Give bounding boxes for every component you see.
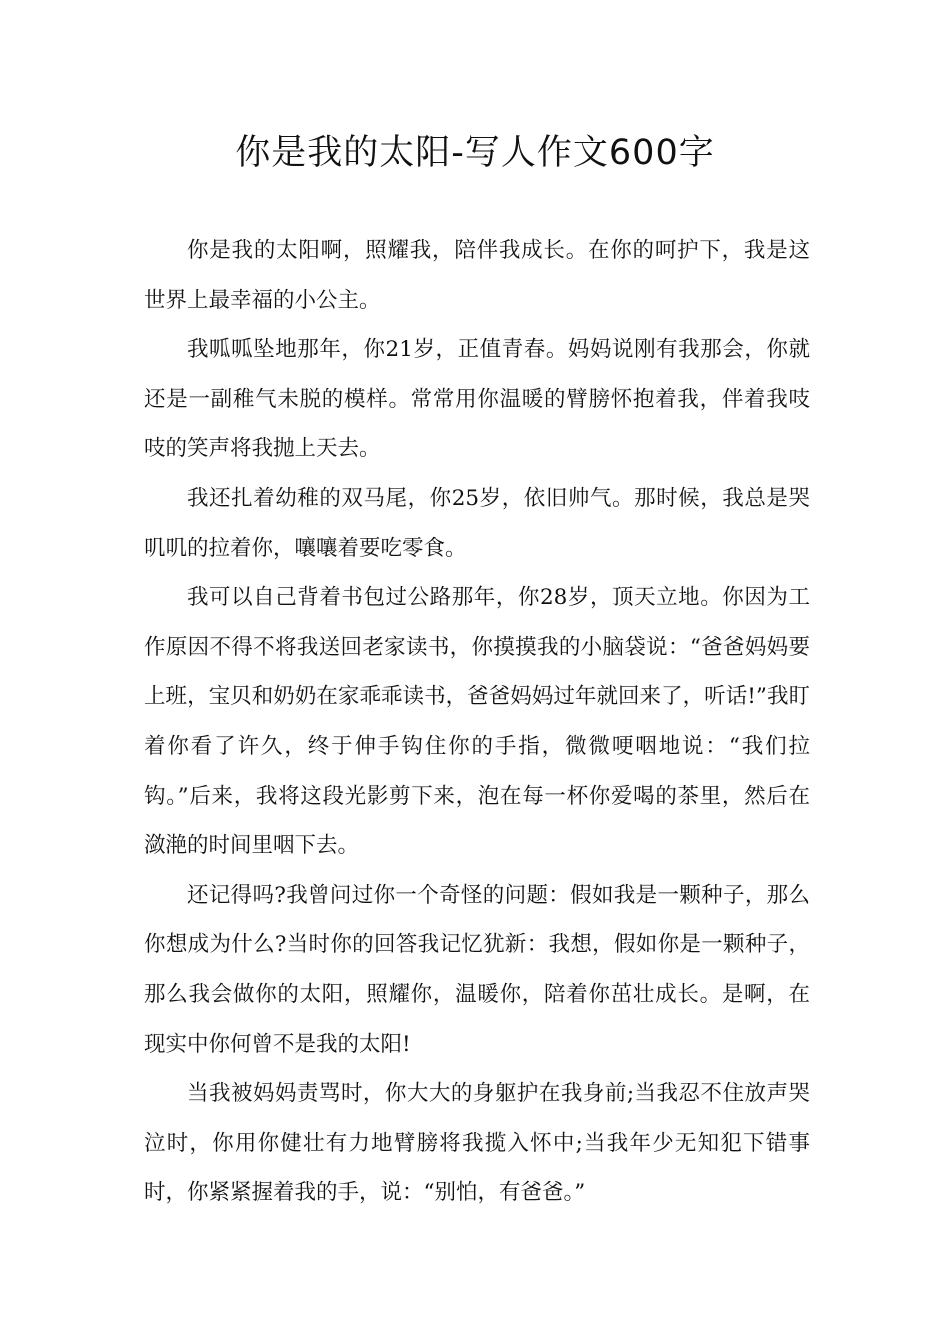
document-body [144, 226, 810, 1218]
paragraph: 我还扎着幼稚的双马尾，你25岁，依旧帅气。那时候，我总是哭叽叽的拉着你，嚷嚷着要吃零食。 [144, 485, 810, 561]
paragraph: 还记得吗?我曾问过你一个奇怪的问题：假如我是一颗种子，那么你想成为什么?当时你的回答我记忆犹新：我想，假如你是一颗种子，那么我会做你的太阳，照耀你，温暖你，陪着你茁壮成长。是啊，在现实中你何曾不是我的太阳! [144, 882, 810, 1057]
paragraph: 我呱呱坠地那年，你21岁，正值青春。妈妈说刚有我那会，你就还是一副稚气未脱的模样。常常用你温暖的臂膀怀抱着我，伴着我吱吱的笑声将我抛上天去。 [144, 337, 810, 462]
document-title: 你是我的太阳-写人作文600字 [235, 133, 715, 173]
paragraph: 我可以自己背着书包过公路那年，你28岁，顶天立地。你因为工作原因不得不将我送回老家读书，你摸摸我的小脑袋说：“爸爸妈妈要上班，宝贝和奶奶在家乖乖读书，爸爸妈妈过年就回来了，听话!”我盯着你看了许久，终于伸手钩住你的手指，微微哽咽地说：“我们拉钩。”后来，我将这段光影剪下来，泡在每一杯你爱喝的茶里，然后在潋滟的时间里咽下去。 [144, 585, 810, 859]
paragraph: 你是我的太阳啊，照耀我，陪伴我成长。在你的呵护下，我是这世界上最幸福的小公主。 [144, 238, 810, 313]
paragraph: 当我被妈妈责骂时，你大大的身躯护在我身前;当我忍不住放声哭泣时，你用你健壮有力地臂膀将我揽入怀中;当我年少无知犯下错事时，你紧紧握着我的手，说：“别怕，有爸爸。” [144, 1081, 810, 1206]
